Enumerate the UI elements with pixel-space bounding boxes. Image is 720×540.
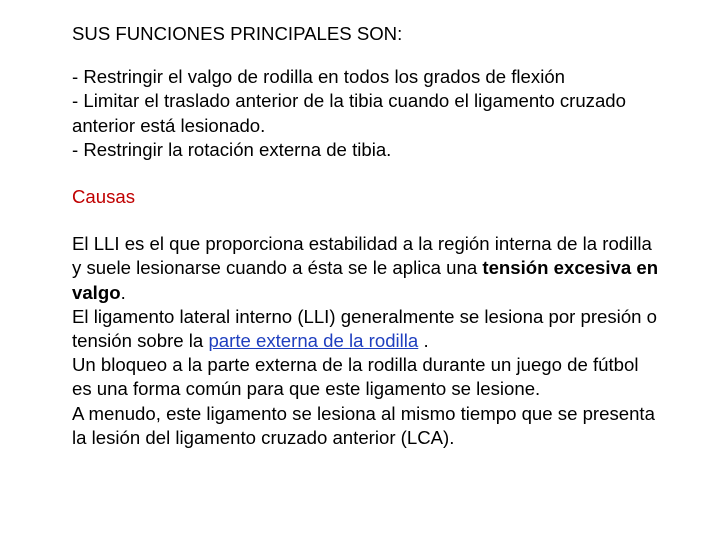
causes-paragraph-stability-text: El LLI es el que proporciona estabilidad a la región interna de la rodilla y suele lesionarse cuando a ésta se le aplica una: [72, 233, 652, 279]
causes-paragraph-pressure-text: El ligamento lateral interno (LLI) generalmente se lesiona por presión o tensión sobre la: [72, 305, 658, 352]
causes-paragraph-stability-end: .: [120, 281, 126, 303]
function-item-valgus: - Restringir el valgo de rodilla en todos los grados de flexión: [72, 66, 566, 88]
causes-paragraph-pressure-end: .: [418, 330, 429, 352]
causes-bold-phrase: tensión excesiva en valgo: [72, 257, 659, 303]
spacer: [72, 209, 662, 232]
slide-content: [72, 22, 662, 450]
function-item-tibia-translation: - Limitar el traslado anterior de la tibia cuando el ligamento cruzado anterior está lesionado.: [72, 90, 626, 136]
function-item-external-rotation: - Restringir la rotación externa de tibia.: [72, 138, 392, 160]
causes-paragraph-pressure: [72, 305, 662, 353]
causes-paragraph-football: Un bloqueo a la parte externa de la rodilla durante un juego de fútbol es una forma común para que este ligamento se lesione.: [72, 354, 639, 400]
causes-paragraph-stability: [72, 232, 662, 305]
functions-heading: SUS FUNCIONES PRINCIPALES SON:: [72, 23, 403, 44]
knee-outer-part-link[interactable]: parte externa de la rodilla: [208, 330, 419, 352]
causes-paragraph-lca: A menudo, este ligamento se lesiona al mismo tiempo que se presenta la lesión del ligamento cruzado anterior (LCA).: [72, 402, 655, 448]
causes-title: Causas: [72, 186, 136, 208]
spacer: [72, 162, 662, 185]
